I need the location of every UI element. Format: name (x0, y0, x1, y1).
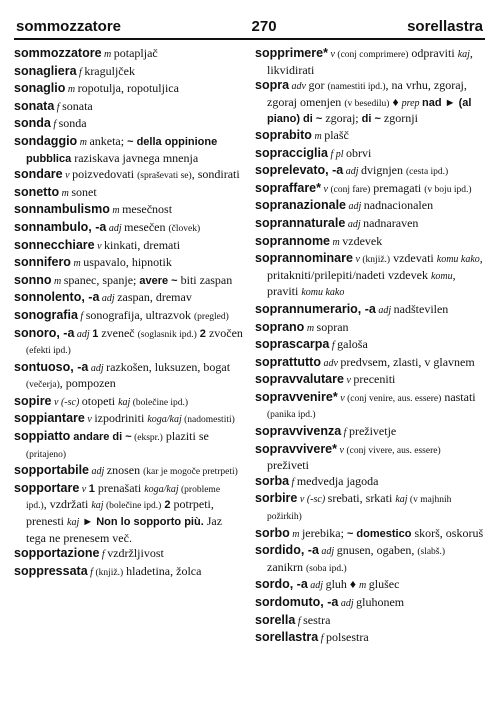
headword: soprannominare (255, 251, 353, 266)
usage-note: (ekspr.) (131, 433, 163, 444)
headword: sopravvalutare (255, 372, 344, 387)
usage-note: (conj venire, aus. essere) (347, 393, 442, 404)
headword: sopravvivere* (255, 441, 338, 456)
dictionary-entry (255, 163, 484, 180)
grammar-label: m (330, 236, 343, 248)
dictionary-entry (14, 167, 243, 184)
translation: , na vrhu, zgoraj, zgoraj omenjen (267, 78, 467, 109)
grammar-label: adj (375, 304, 394, 316)
usage-note: (namestiti ipd.) (327, 82, 386, 93)
grammar-label: adj (307, 580, 326, 592)
grammar-label: v (343, 375, 354, 387)
usage-note: (v besedilu) (344, 98, 390, 109)
headword: sopportazione (14, 546, 100, 561)
usage-note: (soba ipd.) (305, 563, 347, 574)
dictionary-entry (255, 198, 484, 215)
translation: vzdevek (342, 233, 383, 248)
translation: vzdržljivost (107, 546, 164, 561)
dictionary-entry (14, 46, 243, 63)
translation: Jaz tega ne prenesem več. (26, 514, 223, 545)
translation: gluhonem (356, 595, 405, 609)
grammar-label: adj (88, 362, 107, 374)
dictionary-entry (255, 216, 484, 233)
usage-note: (knjiž.) (95, 567, 124, 578)
dictionary-entry (255, 337, 484, 354)
first-guideword: sommozzatore (16, 18, 122, 35)
translation: sonata (62, 98, 93, 113)
phrase: ~ della oppinione pubblica (26, 135, 218, 165)
grammar-label: f (99, 549, 108, 561)
grammar-label: koga/kaj (144, 483, 179, 495)
grammar-label: v (321, 183, 331, 195)
usage-note: (bolečine ipd.) (103, 501, 162, 512)
translation: sopran (316, 319, 349, 334)
translation: anketa; (89, 133, 128, 148)
dictionary-entry (14, 394, 243, 411)
grammar-label: v (94, 240, 105, 252)
grammar-label: f (341, 427, 349, 439)
grammar-label: kaj (67, 517, 80, 529)
dictionary-entry (14, 411, 243, 428)
grammar-label: m (51, 275, 64, 287)
headword: sordo, -a (255, 577, 308, 592)
usage-note: (cesta ipd.) (406, 167, 449, 178)
translation: kraguljček (84, 63, 135, 78)
translation: odpraviti (408, 46, 458, 60)
dictionary-entry (14, 273, 243, 290)
dictionary-entry (255, 442, 484, 473)
translation: nadnacionalen (363, 198, 434, 213)
headword: sonnambulo, -a (14, 219, 107, 234)
grammar-label: prep (401, 97, 423, 109)
translation: izpodriniti (94, 411, 148, 426)
translation: medvedja jagoda (296, 473, 379, 488)
dictionary-entry (14, 202, 243, 219)
dictionary-entry (255, 46, 484, 77)
phrase: 2 (196, 327, 206, 340)
grammar-label: m (109, 205, 123, 217)
usage-note: (človek) (168, 223, 201, 234)
translation: , praviti (267, 267, 456, 299)
translation: predvsem, zlasti, v glavnem (340, 354, 475, 369)
translation: , vzdržati (43, 497, 92, 512)
headword: sonografia (14, 307, 78, 322)
translation: zveneč (98, 325, 138, 340)
phrase: 1 (92, 327, 99, 340)
translation: , likvidirati (267, 46, 473, 77)
headword: soprattutto (255, 354, 321, 369)
dictionary-entry (255, 234, 484, 251)
grammar-label: f (50, 119, 59, 131)
phrase: 2 (161, 499, 171, 512)
page-header (14, 12, 485, 40)
dictionary-entry (255, 595, 484, 612)
translation: sonda (58, 116, 87, 131)
headword: sopprimere* (255, 46, 328, 60)
headword: sopravvenire* (255, 389, 338, 404)
dictionary-entry (255, 181, 484, 198)
usage-note: (pritajeno) (26, 449, 67, 460)
usage-note: (kar je mogoče pretrpeti) (143, 467, 238, 478)
headword: sonnolento, -a (14, 290, 100, 305)
dictionary-entry (14, 238, 243, 255)
dictionary-entry (255, 474, 484, 491)
grammar-label: f (289, 476, 297, 488)
grammar-label: m (289, 528, 302, 540)
translation: mesečnost (122, 202, 173, 217)
translation: nadštevilen (393, 301, 449, 316)
headword: sonoro, -a (14, 325, 75, 340)
headword: soppressata (14, 563, 88, 578)
dictionary-entry (14, 308, 243, 325)
dictionary-entry (14, 64, 243, 81)
dictionary-entry (14, 463, 243, 480)
grammar-label: m (359, 580, 369, 592)
grammar-label: v (337, 392, 348, 404)
translation: spanec, spanje; (63, 272, 140, 287)
dictionary-entry (255, 128, 484, 145)
translation: plašč (324, 127, 349, 142)
grammar-label: komu (430, 270, 453, 282)
grammar-label: v (79, 483, 89, 495)
translation: kinkati, dremati (104, 237, 181, 252)
translation: preceniti (353, 372, 396, 387)
usage-note: (knjiž.) (362, 255, 391, 266)
headword: soprannome (255, 233, 331, 248)
dictionary-entry (14, 290, 243, 307)
headword: sopra (255, 78, 290, 93)
dictionary-entry (14, 220, 243, 237)
phrase: andare di ~ (70, 431, 132, 444)
headword: sorella (255, 612, 296, 627)
translation: mesečen (124, 219, 169, 234)
headword: sordomuto, -a (255, 595, 339, 609)
grammar-label: f pl (327, 148, 347, 160)
grammar-label: adj (345, 218, 364, 230)
grammar-label: adv (289, 81, 309, 93)
dictionary-entry (255, 390, 484, 423)
grammar-label: f (54, 101, 63, 113)
grammar-label: f (77, 310, 86, 322)
grammar-label: adj (89, 466, 107, 478)
phrase: nad ► (al piano) di ~ (267, 96, 472, 126)
headword: soprano (255, 319, 305, 334)
translation: sonet (71, 184, 97, 199)
grammar-label: komu kako (436, 254, 480, 266)
translation: galoša (337, 337, 368, 352)
dictionary-entry (14, 481, 243, 545)
headword: sopportare (14, 480, 80, 495)
translation: sestra (303, 612, 331, 627)
dictionary-entry (14, 546, 243, 563)
translation: zgoraj; (322, 111, 362, 126)
entry-columns (14, 46, 485, 648)
usage-note: (večerja) (26, 380, 60, 391)
translation: polsestra (326, 630, 369, 645)
grammar-label: kaj (457, 49, 470, 60)
translation: znosen (106, 463, 144, 478)
translation: zgornji (380, 111, 418, 126)
translation: gnusen, ogaben, (336, 543, 418, 558)
headword: sondaggio (14, 133, 78, 148)
headword: sorbo (255, 525, 290, 540)
headword: sonata (14, 98, 55, 113)
grammar-label: koga/kaj (147, 414, 182, 426)
headword: soprannumerario, -a (255, 301, 376, 316)
usage-note: (pregled) (194, 311, 229, 322)
dictionary-entry (255, 355, 484, 372)
usage-note: (slabš.) (417, 547, 446, 558)
last-guideword: sorellastra (407, 18, 483, 35)
translation: ropotulja, ropotuljica (77, 81, 179, 96)
headword: sonaglio (14, 81, 66, 96)
translation: preživeti (267, 458, 309, 473)
translation: srebati, srkati (327, 491, 396, 506)
dictionary-entry (14, 116, 243, 133)
translation: potapljač (113, 46, 158, 60)
usage-note: (v boju ipd.) (424, 184, 472, 195)
translation: zvočen (205, 325, 243, 340)
grammar-label: m (70, 258, 84, 270)
headword: sonda (14, 116, 51, 131)
right-column (255, 46, 484, 648)
grammar-label: adv (320, 357, 341, 369)
dictionary-entry (255, 543, 484, 576)
headword: sopraffare* (255, 180, 321, 195)
headword: sopravvivenza (255, 424, 342, 439)
translation: preživetje (348, 424, 397, 439)
headword: sonno (14, 272, 52, 287)
usage-note: (conj comprimere) (337, 50, 409, 60)
grammar-label: kaj (118, 396, 131, 408)
headword: sopire (14, 393, 52, 408)
translation: gluh ♦ (325, 577, 360, 592)
page-number: 270 (251, 18, 277, 35)
dictionary-entry (14, 360, 243, 393)
dictionary-entry (14, 99, 243, 116)
dictionary-entry (14, 564, 243, 581)
headword: sonagliera (14, 63, 77, 78)
usage-note: (soglasnik ipd.) (137, 329, 197, 340)
grammar-label: f (318, 633, 327, 645)
grammar-label: adj (338, 598, 357, 609)
dictionary-entry (14, 81, 243, 98)
grammar-label: adj (106, 222, 125, 234)
translation: plaziti se (162, 429, 209, 444)
headword: sonnifero (14, 255, 71, 270)
translation: nadnaraven (363, 215, 419, 230)
headword: sontuoso, -a (14, 359, 89, 374)
headword: soprabito (255, 127, 312, 142)
grammar-label: v (-sc) (297, 494, 328, 506)
translation: sonografija, ultrazvok (85, 307, 194, 322)
dictionary-entry (14, 326, 243, 359)
dictionary-entry (255, 491, 484, 524)
grammar-label: m (101, 49, 114, 60)
headword: sorbire (255, 491, 298, 506)
dictionary-entry (255, 526, 484, 543)
dictionary-entry (255, 320, 484, 337)
grammar-label: m (304, 322, 317, 334)
grammar-label: adj (318, 546, 337, 558)
translation: zanikrn (267, 559, 306, 574)
translation: ♦ (389, 94, 402, 109)
grammar-label: m (65, 84, 78, 96)
translation: raziskava javnega mnenja (71, 150, 199, 165)
grammar-label: v (62, 170, 73, 182)
grammar-label: komu kako (301, 287, 345, 299)
translation: nastati (441, 389, 476, 404)
headword: sopranazionale (255, 198, 346, 213)
dictionary-entry (255, 78, 484, 127)
translation: jerebika; (301, 525, 347, 540)
phrase: 1 (88, 482, 95, 495)
grammar-label: adj (343, 166, 362, 178)
dictionary-entry (255, 251, 484, 301)
headword: sonnambulismo (14, 202, 110, 217)
grammar-label: kaj (91, 500, 104, 512)
usage-note: (probleme ipd.) (26, 484, 221, 512)
dictionary-entry (14, 185, 243, 202)
grammar-label: kaj (395, 494, 408, 506)
translation: biti zaspan (177, 272, 233, 287)
headword: sopracciglia (255, 145, 328, 160)
dictionary-entry (255, 577, 484, 594)
grammar-label: f (329, 340, 338, 352)
usage-note: (spraševati se) (137, 171, 192, 182)
headword: soprannaturale (255, 215, 346, 230)
translation: zaspan, dremav (117, 290, 192, 305)
dictionary-entry (14, 255, 243, 272)
grammar-label: f (295, 615, 304, 627)
grammar-label: m (311, 130, 325, 142)
headword: sonnecchiare (14, 237, 95, 252)
usage-note: (efekti ipd.) (26, 346, 71, 357)
dictionary-entry (255, 302, 484, 319)
translation: gor (308, 78, 328, 93)
grammar-label: adj (346, 201, 364, 213)
headword: soppiatto (14, 429, 71, 444)
phrase: avere ~ (139, 274, 178, 287)
grammar-label: v (84, 414, 95, 426)
translation: premagati (370, 180, 425, 195)
grammar-label: v (-sc) (51, 396, 82, 408)
usage-note: (conj fare) (330, 184, 371, 195)
translation: , pritakniti/prilepiti/nadeti vzdevek (267, 251, 483, 282)
grammar-label: v (352, 254, 363, 266)
translation: razkošen, luksuzen, bogat (106, 359, 231, 374)
headword: sorba (255, 473, 290, 488)
translation: skorš, oskoruš (411, 525, 484, 540)
usage-note: (v majhnih požirkih) (267, 495, 452, 523)
grammar-label: m (59, 187, 72, 199)
headword: soprascarpa (255, 337, 330, 352)
translation: obrvi (346, 145, 372, 160)
usage-note: (panika ipd.) (267, 410, 316, 421)
translation: prenašati (94, 480, 145, 495)
dictionary-entry (14, 134, 243, 166)
usage-note: (nadomestiti) (181, 415, 235, 426)
translation: , sondirati (191, 167, 240, 182)
translation: hladetina, žolca (123, 563, 202, 578)
phrase: di ~ (361, 113, 381, 126)
grammar-label: m (77, 136, 90, 148)
translation: dvignjen (361, 163, 407, 178)
translation: vzdevati (390, 251, 437, 266)
headword: soprelevato, -a (255, 163, 344, 178)
dictionary-entry (255, 424, 484, 441)
translation: glušec (368, 577, 400, 592)
headword: sonetto (14, 184, 60, 199)
usage-note: (bolečine ipd.) (130, 397, 189, 408)
usage-note: (conj vivere, aus. essere) (346, 445, 441, 456)
dictionary-entry (255, 372, 484, 389)
translation: potrpeti, prenesti (26, 497, 214, 529)
headword: sorellastra (255, 630, 319, 645)
translation: poizvedovati (72, 167, 138, 182)
headword: sordido, -a (255, 543, 319, 558)
grammar-label: v (327, 49, 338, 60)
headword: sopportabile (14, 463, 90, 478)
grammar-label: f (87, 566, 96, 578)
grammar-label: adj (99, 293, 118, 305)
headword: sommozzatore (14, 46, 102, 60)
grammar-label: f (76, 66, 85, 78)
dictionary-entry (255, 613, 484, 630)
dictionary-entry (14, 429, 243, 462)
dictionary-entry (255, 146, 484, 163)
headword: sondare (14, 167, 63, 182)
translation: otopeti (81, 393, 119, 408)
headword: soppiantare (14, 411, 85, 426)
dictionary-entry (255, 630, 484, 647)
phrase: ~ domestico (346, 527, 412, 540)
left-column (14, 46, 243, 648)
grammar-label: v (337, 444, 347, 456)
grammar-label: adj (74, 328, 93, 340)
phrase: ► Non lo sopporto più. (79, 516, 204, 529)
translation: , pompozen (59, 376, 116, 391)
translation: uspavalo, hipnotik (83, 255, 172, 270)
